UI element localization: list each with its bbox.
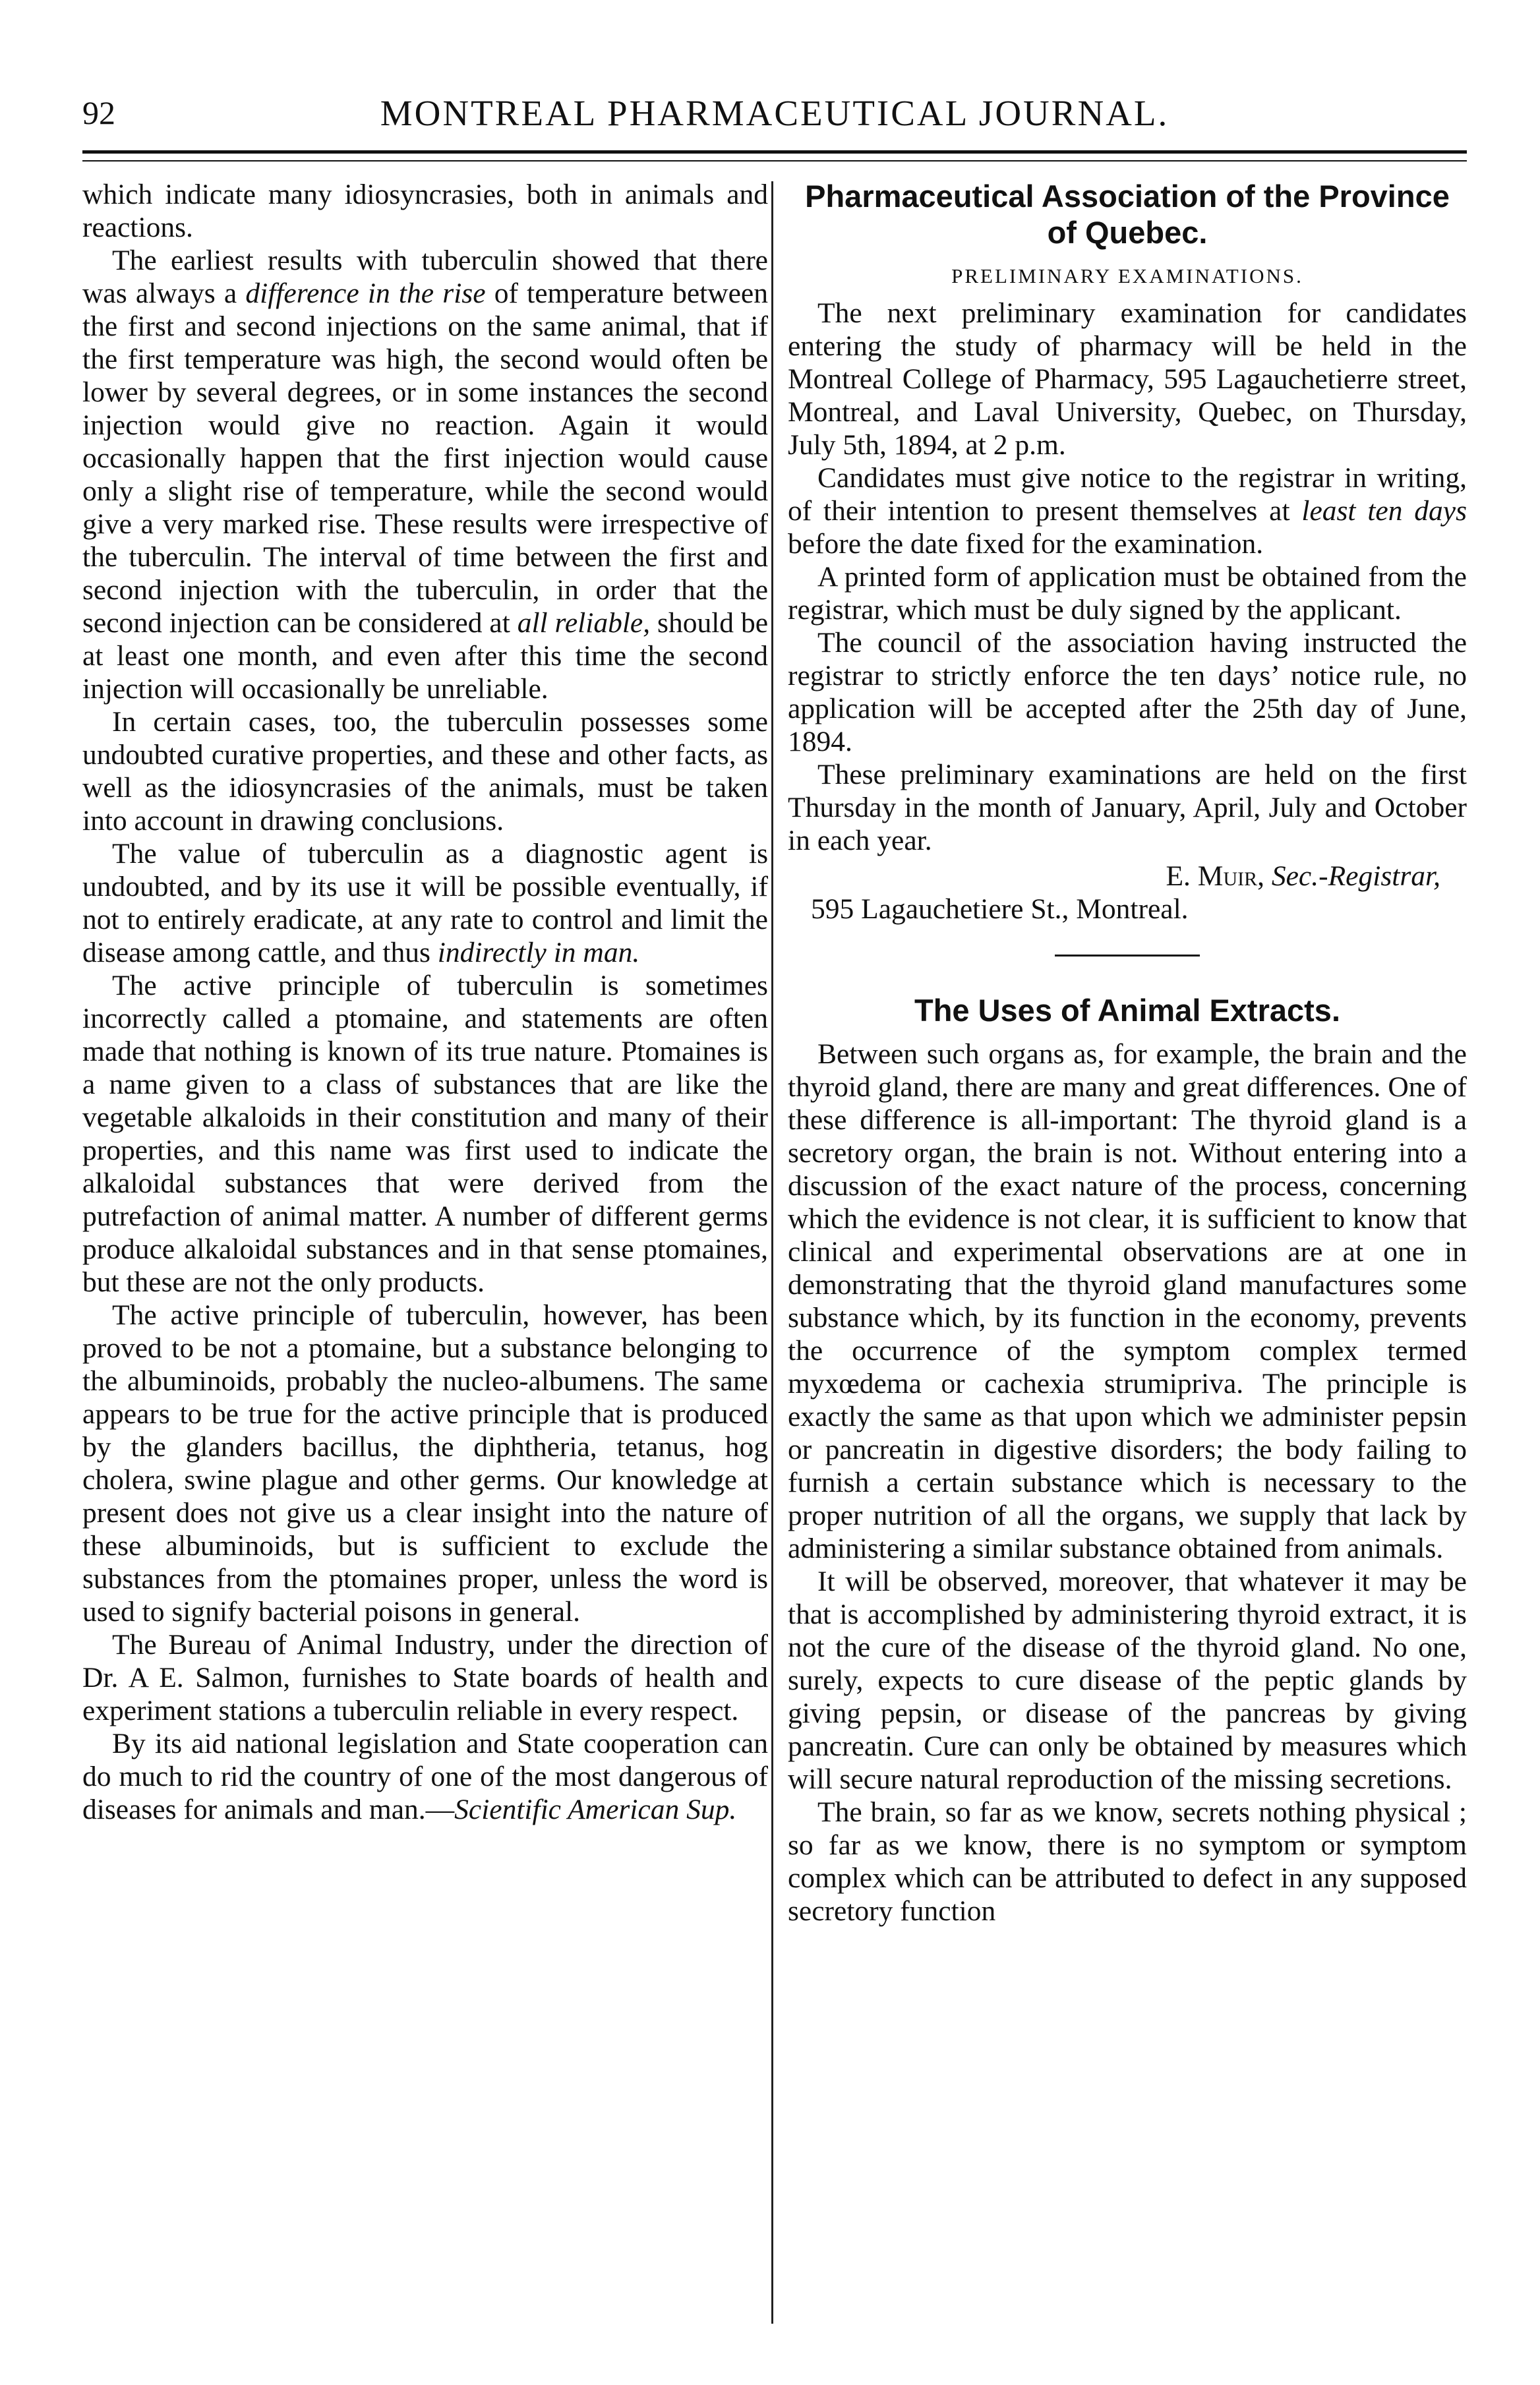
paragraph: These preliminary examinations are held on the first Thursday in the month of January, April, July and October in each year. — [788, 759, 1467, 856]
text-run: before the date fixed for the examination. — [788, 528, 1264, 560]
italic-run: all reliable, — [517, 607, 651, 639]
signature-title: Sec.-Registrar, — [1271, 860, 1440, 892]
paragraph: The Bureau of Animal Industry, under the direction of Dr. A E. Salmon, furnishes to State boards of health and experiment stations a tuberculin reliable in every respect. — [82, 1629, 768, 1726]
paragraph: The brain, so far as we know, secrets nothing physical ; so far as we know, there is no symptom or symptom complex which can be attributed to defect in any supposed secretory function — [788, 1796, 1467, 1927]
column-divider — [771, 181, 773, 2324]
paragraph — [788, 461, 1467, 560]
paragraph — [82, 837, 768, 969]
paragraph: It will be observed, moreover, that whatever it may be that is accomplished by administering thyroid extract, it is not the cure of the disease of the thyroid gland. No one, surely, expects to cure disease of the peptic glands by giving pepsin, or disease of the pancreas by giving pancreatin. Cure can only be obtained by measures which will secure natural reproduction of the missing secretions. — [788, 1566, 1467, 1795]
text-run: Candidates must give notice to the registrar in writing, of their intention to present themselves at — [788, 462, 1467, 527]
signature-address: 595 Lagauchetiere St., Montreal. — [811, 893, 1189, 925]
page-header — [82, 86, 1467, 138]
header-rule-thick — [82, 150, 1467, 154]
text-run: The earliest results with tuberculin showed that there was always a — [82, 245, 768, 309]
italic-run: least ten days — [1301, 495, 1467, 527]
text-run: By its aid national legislation and State cooperation can do much to rid the country of one of the most dangerous of diseases for animals and man.— — [82, 1728, 768, 1825]
text-run: The value of tuberculin as a diagnostic agent is undoubted, and by its use it will be possible eventually, if not to entirely eradicate, at any rate to control and limit the disease among cattle, and thus — [82, 838, 768, 968]
signature-name: E. Muir, — [1166, 860, 1264, 892]
paragraph: which indicate many idiosyncrasies, both in animals and reactions. — [82, 179, 768, 243]
right-column — [788, 178, 1467, 1928]
paragraph: A printed form of application must be obtained from the registrar, which must be duly signed by the applicant. — [788, 561, 1467, 626]
paragraph: The active principle of tuberculin is sometimes incorrectly called a ptomaine, and statements are often made that nothing is known of its true nature. Ptomaines is a name given to a class of substances that are like the vegetable alkaloids in their constitution and many of their properties, and this name was first used to indicate the alkaloidal substances that were derived from the putrefaction of animal matter. A number of different germs produce alkaloidal substances and in that sense ptomaines, but these are not the only products. — [82, 970, 768, 1298]
text-run: of temperature between the first and second injections on the same animal, that if the first temperature was high, the second would often be lower by several degrees, or in some instances the second injection would give no reaction. Again it would occasionally happen that the first injection would cause only a slight rise of temperature, while the second would give a very marked rise. These results were irrespective of the tuberculin. The interval of time between the first and second injection with the tuberculin, in order that the second injection can be considered at — [82, 278, 768, 639]
paragraph: The active principle of tuberculin, however, has been proved to be not a ptomaine, but a substance belonging to the albuminoids, probably the nucleo-albumens. The same appears to be true for the active principle that is produced by the glanders bacillus, the diphtheria, tetanus, hog cholera, swine plague and other germs. Our knowledge at present does not give us a clear insight into the nature of these albuminoids, but is sufficient to exclude the substances from the ptomaines proper, unless the word is used to signify bacterial poisons in general. — [82, 1299, 768, 1628]
source-citation: Scientific American Sup. — [454, 1794, 737, 1825]
page-number: 92 — [82, 94, 115, 131]
signature — [788, 860, 1467, 893]
paragraph: Between such organs as, for example, the brain and the thyroid gland, there are many and great differences. One of these difference is all-important: The thyroid gland is a secretory organ, the brain is not. Without entering into a discussion of the exact nature of the process, concerning which the evidence is not clear, it is sufficient to know that clinical and experimental observations are at one in demonstrating that the thyroid gland manufactures some substance which, by its function in the economy, prevents the occurrence of the symptom complex termed myxœdema or cachexia strumipriva. The principle is exactly the same as that upon which we administer pepsin or pancreatin in digestive disorders; the body failing to furnish a certain substance which is necessary to the proper nutrition of all the organs, we supply that lack by administering a similar substance obtained from animals. — [788, 1038, 1467, 1564]
section-heading: The Uses of Animal Extracts. — [914, 993, 1341, 1028]
paragraph — [82, 1727, 768, 1826]
section-heading: Pharmaceutical Association of the Province of Quebec. — [805, 179, 1450, 250]
header-rule-thin — [82, 160, 1467, 162]
running-title: MONTREAL PHARMACEUTICAL JOURNAL. — [380, 93, 1170, 133]
left-column — [82, 178, 768, 1826]
italic-run: indirectly in man. — [437, 937, 640, 968]
italic-run: difference in the rise — [245, 278, 486, 309]
section-divider — [1055, 955, 1200, 957]
text-run: should be at least one month, and even after this time the second injection will occasionally be unreliable. — [82, 607, 769, 705]
subheading: PRELIMINARY EXAMINATIONS. — [951, 264, 1303, 287]
paragraph: The next preliminary examination for candidates entering the study of pharmacy will be held in the Montreal College of Pharmacy, 595 Lagauchetierre street, Montreal, and Laval University, Quebec, on Thursday, July 5th, 1894, at 2 p.m. — [788, 297, 1467, 461]
paragraph: In certain cases, too, the tuberculin possesses some undoubted curative properties, and these and other facts, as well as the idiosyncrasies of the animals, must be taken into account in drawing conclusions. — [82, 706, 768, 837]
paragraph — [82, 244, 768, 705]
paragraph: The council of the association having instructed the registrar to strictly enforce the ten days’ notice rule, no application will be accepted after the 25th day of June, 1894. — [788, 627, 1467, 757]
